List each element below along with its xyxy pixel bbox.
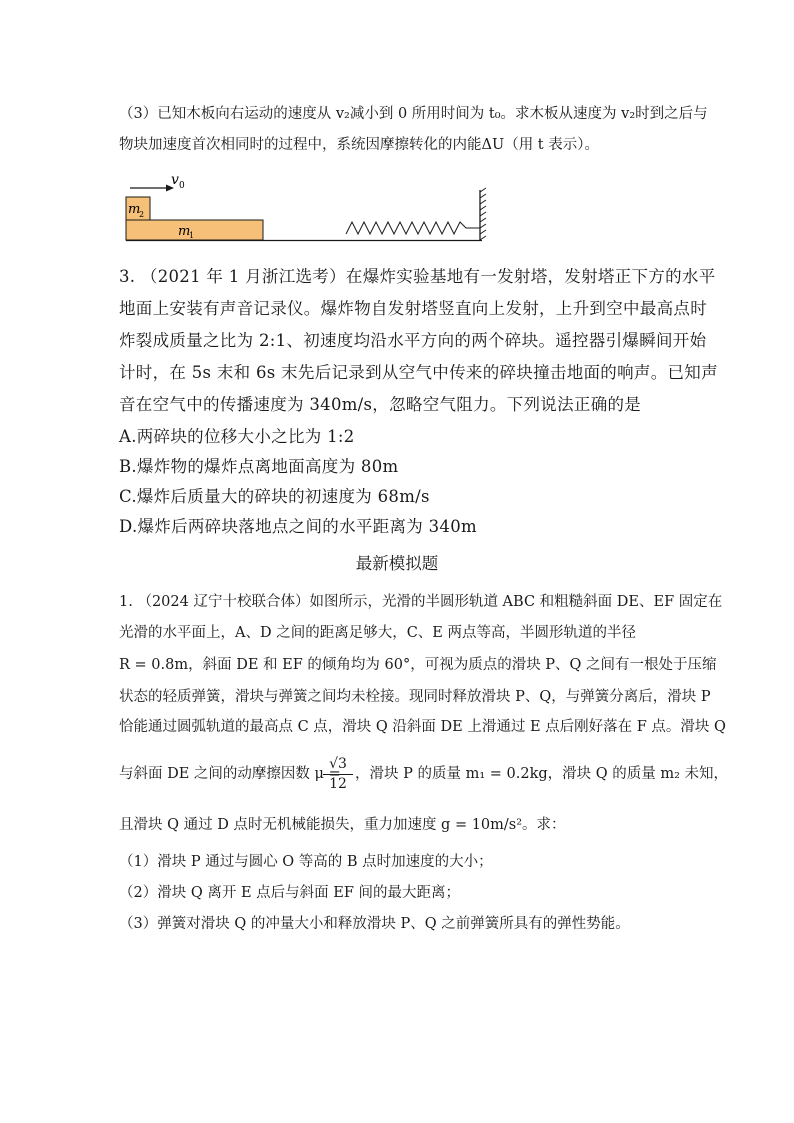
problem1-line6b: ，滑块 P 的质量 m₁ = 0.2kg，滑块 Q 的质量 m₂ 未知， — [355, 766, 729, 782]
problem1-sub2: （2）滑块 Q 离开 E 点后与斜面 EF 间的最大距离； — [119, 885, 460, 901]
problem1-line1: 1. （2024 辽宁十校联合体）如图所示，光滑的半圆形轨道 ABC 和粗糙斜面 DE、EF 固定在 — [119, 594, 723, 610]
problem1-line5: 恰能通过圆弧轨道的最高点 C 点，滑块 Q 沿斜面 DE 上滑通过 E 点后刚好落在 F 点。滑块 Q — [119, 719, 726, 735]
problem3-line3: 炸裂成质量之比为 2:1、初速度均沿水平方向的两个碎块。遥控器引爆瞬间开始 — [119, 331, 707, 350]
problem3-line4: 计时，在 5s 末和 6s 末先后记录到从空气中传来的碎块撞击地面的响声。已知声 — [119, 363, 718, 382]
v0-subscript: 0 — [179, 181, 185, 191]
wall — [480, 188, 486, 241]
problem1-sub3: （3）弹簧对滑块 Q 的冲量大小和释放滑块 P、Q 之前弹簧所具有的弹性势能。 — [119, 916, 630, 932]
problem1-line7: 且滑块 Q 通过 D 点时无机械能损失，重力加速度 g = 10m/s²。求： — [119, 817, 566, 833]
problem1-line2: 光滑的水平面上，A、D 之间的距离足够大，C、E 两点等高，半圆形轨道的半径 — [119, 625, 636, 641]
m1-label: m — [178, 224, 191, 239]
board-m1 — [126, 220, 263, 240]
v0-label: v — [171, 172, 179, 188]
m2-subscript: 2 — [139, 210, 145, 219]
option-d: D.爆炸后两碎块落地点之间的水平距离为 340m — [119, 517, 477, 536]
option-b: B.爆炸物的爆炸点离地面高度为 80m — [119, 457, 399, 476]
spring — [346, 222, 480, 234]
problem3-line2: 地面上安装有声音记录仪。爆炸物自发射塔竖直向上发射，上升到空中最高点时 — [119, 299, 707, 318]
problem3-line1: 3. （2021 年 1 月浙江选考）在爆炸实验基地有一发射塔，发射塔正下方的水平 — [119, 267, 716, 286]
problem3-line5: 音在空气中的传播速度为 340m/s，忽略空气阻力。下列说法正确的是 — [119, 395, 642, 414]
problem1-line4: 状态的轻质弹簧，滑块与弹簧之间均未栓接。现同时释放滑块 P、Q，与弹簧分离后，滑块 P — [119, 689, 711, 705]
option-a: A.两碎块的位移大小之比为 1:2 — [119, 427, 355, 446]
mu-numerator: √3 — [323, 755, 353, 775]
m2-label: m — [128, 202, 141, 217]
section-title: 最新模拟题 — [355, 554, 439, 573]
problem1-line3: R = 0.8m，斜面 DE 和 EF 的倾角均为 60°，可视为质点的滑块 P、Q 之间有一根处于压缩 — [119, 657, 717, 673]
option-c: C.爆炸后质量大的碎块的初速度为 68m/s — [119, 487, 430, 506]
velocity-arrow-icon — [130, 185, 174, 192]
mu-denominator: 12 — [329, 776, 347, 792]
board-spring-figure — [118, 168, 498, 248]
problem1-line6a: 与斜面 DE 之间的动摩擦因数 μ = — [119, 766, 341, 782]
q3-part3-line2: 物块加速度首次相同时的过程中，系统因摩擦转化的内能ΔU（用 t 表示）。 — [119, 137, 599, 153]
problem1-sub1: （1）滑块 P 通过与圆心 O 等高的 B 点时加速度的大小； — [119, 854, 493, 870]
q3-part3-line1: （3）已知木板向右运动的速度从 v₂减小到 0 所用时间为 t₀。求木板从速度为 v₂时到之后与 — [119, 106, 708, 122]
mu-fraction — [323, 755, 353, 793]
m1-subscript: 1 — [189, 231, 195, 240]
